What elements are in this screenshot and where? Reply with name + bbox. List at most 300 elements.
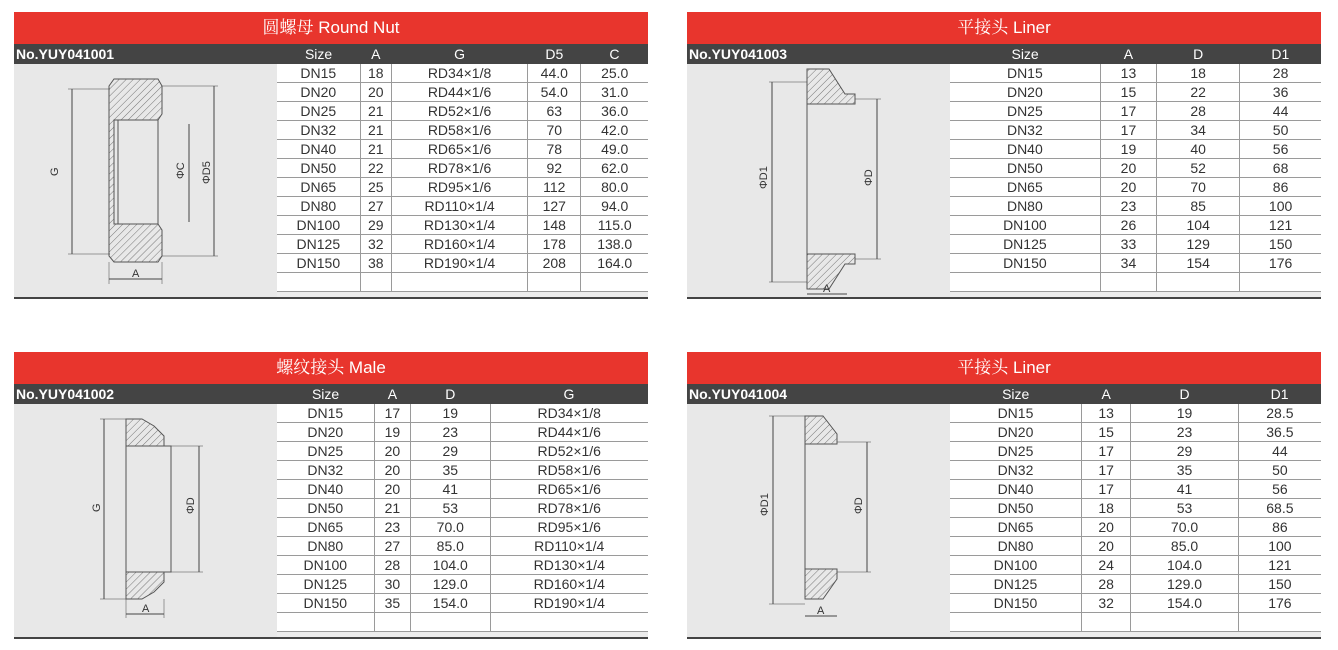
spec-table-wrap — [277, 44, 648, 297]
table-header-row — [277, 44, 648, 64]
table-cell: RD190×1/4 — [490, 594, 648, 613]
table-row — [277, 235, 648, 254]
table-cell: 129.0 — [411, 575, 490, 594]
table-row — [950, 499, 1321, 518]
table-cell: 28 — [374, 556, 411, 575]
liner-drawing — [687, 64, 950, 297]
table-cell: RD190×1/4 — [391, 254, 527, 273]
table-cell: 86 — [1238, 518, 1321, 537]
table-cell: 154 — [1157, 254, 1240, 273]
table-cell: RD52×1/6 — [490, 442, 648, 461]
table-row — [950, 140, 1321, 159]
table-row — [950, 537, 1321, 556]
table-cell: 208 — [528, 254, 581, 273]
round-nut-drawing — [14, 64, 277, 297]
table-row — [950, 423, 1321, 442]
table-cell: 20 — [374, 480, 411, 499]
table-cell: 19 — [374, 423, 411, 442]
table-cell: 17 — [1100, 121, 1156, 140]
table-cell: 17 — [1081, 442, 1130, 461]
table-cell: RD110×1/4 — [391, 197, 527, 216]
table-cell: 35 — [374, 594, 411, 613]
table-row — [277, 518, 648, 537]
table-cell: DN125 — [277, 575, 374, 594]
table-cell: 29 — [360, 216, 391, 235]
table-cell: DN80 — [950, 197, 1100, 216]
table-cell-empty — [360, 273, 391, 292]
table-cell: 31.0 — [581, 83, 648, 102]
product-code: No.YUY041003 — [689, 46, 788, 62]
table-row — [277, 537, 648, 556]
col-header: C — [609, 46, 620, 62]
table-cell: 78 — [528, 140, 581, 159]
table-row — [277, 594, 648, 613]
table-cell: DN20 — [277, 83, 360, 102]
table-cell: RD110×1/4 — [490, 537, 648, 556]
table-cell: 44 — [1240, 102, 1321, 121]
table-cell: 34 — [1157, 121, 1240, 140]
table-cell: RD34×1/8 — [391, 64, 527, 83]
table-cell: DN15 — [277, 64, 360, 83]
table-cell: 176 — [1238, 594, 1321, 613]
table-cell-empty — [581, 273, 648, 292]
liner-drawing — [687, 404, 950, 637]
table-cell: 80.0 — [581, 178, 648, 197]
table-cell: 20 — [1081, 518, 1130, 537]
table-row — [950, 121, 1321, 140]
table-cell: RD78×1/6 — [391, 159, 527, 178]
table-cell: 115.0 — [581, 216, 648, 235]
col-header: D1 — [1271, 46, 1290, 62]
dim-label-c: ΦC — [175, 162, 187, 179]
table-row — [950, 254, 1321, 273]
table-cell: 22 — [360, 159, 391, 178]
dim-label-g: G — [49, 167, 61, 176]
table-cell: RD44×1/6 — [391, 83, 527, 102]
table-cell: 154.0 — [1131, 594, 1238, 613]
dim-label-d1: ΦD1 — [759, 493, 771, 516]
table-cell-empty — [277, 273, 360, 292]
table-cell: 20 — [374, 442, 411, 461]
table-cell: 50 — [1238, 461, 1321, 480]
table-cell: DN32 — [950, 461, 1081, 480]
table-cell: 17 — [1100, 102, 1156, 121]
table-cell-empty — [374, 613, 411, 632]
table-cell: DN65 — [277, 518, 374, 537]
table-cell: 44 — [1238, 442, 1321, 461]
table-cell-empty — [528, 273, 581, 292]
table-cell: DN40 — [950, 480, 1081, 499]
table-cell: 35 — [1131, 461, 1238, 480]
table-row — [950, 64, 1321, 83]
table-row — [950, 216, 1321, 235]
spec-table — [950, 384, 1321, 632]
table-row — [950, 556, 1321, 575]
table-cell: 18 — [360, 64, 391, 83]
table-cell: 121 — [1238, 556, 1321, 575]
table-cell: 41 — [1131, 480, 1238, 499]
table-cell: RD160×1/4 — [490, 575, 648, 594]
table-header-row — [950, 384, 1321, 404]
table-row — [277, 178, 648, 197]
table-cell: DN50 — [950, 499, 1081, 518]
table-cell: 18 — [1157, 64, 1240, 83]
table-cell: 164.0 — [581, 254, 648, 273]
table-cell: 50 — [1240, 121, 1321, 140]
table-cell: 100 — [1240, 197, 1321, 216]
table-cell: 19 — [1131, 404, 1238, 423]
table-cell: DN40 — [277, 140, 360, 159]
table-row — [277, 480, 648, 499]
table-cell: DN65 — [277, 178, 360, 197]
table-cell-empty — [411, 613, 490, 632]
table-cell: 23 — [411, 423, 490, 442]
table-row-empty — [950, 273, 1321, 292]
table-row — [950, 83, 1321, 102]
table-cell: 28 — [1240, 64, 1321, 83]
table-cell: DN20 — [950, 83, 1100, 102]
table-cell: RD52×1/6 — [391, 102, 527, 121]
table-cell: 85.0 — [1131, 537, 1238, 556]
table-cell: 41 — [411, 480, 490, 499]
table-row — [277, 102, 648, 121]
spec-table — [277, 384, 648, 632]
table-cell: 129.0 — [1131, 575, 1238, 594]
table-cell: 32 — [360, 235, 391, 254]
table-cell-empty — [391, 273, 527, 292]
table-row — [950, 235, 1321, 254]
table-cell: 35 — [411, 461, 490, 480]
table-header-row — [950, 44, 1321, 64]
col-header: D1 — [1270, 386, 1289, 402]
table-cell: RD130×1/4 — [391, 216, 527, 235]
table-cell: DN15 — [950, 404, 1081, 423]
table-cell: 53 — [411, 499, 490, 518]
dim-label-a: A — [817, 605, 825, 617]
product-code: No.YUY041001 — [16, 46, 115, 62]
panel-title: 平接头 Liner — [687, 352, 1321, 384]
table-row — [277, 140, 648, 159]
panel-liner-2 — [687, 352, 1321, 639]
table-cell: 178 — [528, 235, 581, 254]
col-header: Size — [1011, 46, 1039, 62]
table-row-empty — [950, 613, 1321, 632]
table-cell: 26 — [1100, 216, 1156, 235]
table-cell-empty — [950, 613, 1081, 632]
table-cell: 38 — [360, 254, 391, 273]
table-row — [277, 121, 648, 140]
table-cell: 85.0 — [411, 537, 490, 556]
table-cell-empty — [1100, 273, 1156, 292]
male-drawing — [14, 404, 277, 637]
table-cell: 70 — [528, 121, 581, 140]
col-header: D — [1193, 46, 1204, 62]
table-cell: DN65 — [950, 178, 1100, 197]
spec-table-wrap — [950, 44, 1321, 297]
spec-table — [950, 44, 1321, 292]
table-cell: 104.0 — [411, 556, 490, 575]
table-row — [950, 197, 1321, 216]
table-cell: 27 — [360, 197, 391, 216]
table-cell: DN65 — [950, 518, 1081, 537]
table-cell: 20 — [1100, 178, 1156, 197]
table-cell: DN100 — [950, 556, 1081, 575]
dim-label-d: ΦD — [853, 497, 865, 514]
table-header-row — [277, 384, 648, 404]
panel-liner-1 — [687, 12, 1321, 299]
table-cell: 23 — [374, 518, 411, 537]
table-cell: RD130×1/4 — [490, 556, 648, 575]
table-cell: 20 — [374, 461, 411, 480]
table-cell: RD65×1/6 — [490, 480, 648, 499]
table-cell: DN32 — [950, 121, 1100, 140]
dim-label-g: G — [91, 503, 103, 512]
table-row — [950, 178, 1321, 197]
table-cell: 70 — [1157, 178, 1240, 197]
table-cell: 23 — [1131, 423, 1238, 442]
table-row — [277, 83, 648, 102]
table-cell: 42.0 — [581, 121, 648, 140]
table-cell: DN25 — [950, 442, 1081, 461]
table-cell: 29 — [1131, 442, 1238, 461]
table-cell: DN125 — [277, 235, 360, 254]
table-row — [277, 556, 648, 575]
table-row — [950, 442, 1321, 461]
table-cell: 150 — [1238, 575, 1321, 594]
table-cell: 112 — [528, 178, 581, 197]
table-cell: 21 — [374, 499, 411, 518]
col-header: G — [563, 386, 575, 402]
table-cell: 63 — [528, 102, 581, 121]
table-cell: 20 — [360, 83, 391, 102]
table-cell: 138.0 — [581, 235, 648, 254]
table-cell: 150 — [1240, 235, 1321, 254]
table-cell-empty — [277, 613, 374, 632]
table-cell: DN20 — [950, 423, 1081, 442]
table-cell: RD95×1/6 — [391, 178, 527, 197]
table-row-empty — [277, 613, 648, 632]
table-cell: DN100 — [950, 216, 1100, 235]
table-cell: 24 — [1081, 556, 1130, 575]
dim-label-a: A — [823, 283, 831, 295]
table-cell: 129 — [1157, 235, 1240, 254]
table-cell: DN150 — [950, 254, 1100, 273]
col-header: Size — [311, 386, 340, 402]
col-header: A — [371, 46, 381, 62]
table-row — [277, 159, 648, 178]
col-header: D5 — [545, 46, 564, 62]
table-row — [950, 159, 1321, 178]
table-cell-empty — [1238, 613, 1321, 632]
table-cell: 40 — [1157, 140, 1240, 159]
table-cell: 36.0 — [581, 102, 648, 121]
table-cell: 21 — [360, 102, 391, 121]
table-cell: 54.0 — [528, 83, 581, 102]
dim-label-d5: ΦD5 — [201, 161, 213, 184]
table-row — [950, 404, 1321, 423]
panel-title: 平接头 Liner — [687, 12, 1321, 44]
table-cell: 176 — [1240, 254, 1321, 273]
table-cell: 27 — [374, 537, 411, 556]
table-cell: DN32 — [277, 461, 374, 480]
panel-male — [14, 352, 648, 639]
spec-table — [277, 44, 648, 292]
panel-title: 圆螺母 Round Nut — [14, 12, 648, 44]
table-cell: DN80 — [277, 197, 360, 216]
table-cell: 23 — [1100, 197, 1156, 216]
table-cell: RD34×1/8 — [490, 404, 648, 423]
table-cell: RD160×1/4 — [391, 235, 527, 254]
table-cell-empty — [1131, 613, 1238, 632]
table-cell: DN100 — [277, 216, 360, 235]
table-cell: 121 — [1240, 216, 1321, 235]
table-cell: 18 — [1081, 499, 1130, 518]
table-cell: 22 — [1157, 83, 1240, 102]
table-cell: 21 — [360, 121, 391, 140]
table-cell: DN15 — [277, 404, 374, 423]
table-cell: 154.0 — [411, 594, 490, 613]
table-row — [277, 197, 648, 216]
panel-round-nut — [14, 12, 648, 299]
table-cell: DN20 — [277, 423, 374, 442]
table-cell: 20 — [1081, 537, 1130, 556]
col-header: Size — [304, 46, 333, 62]
table-cell: 15 — [1100, 83, 1156, 102]
table-cell: DN150 — [277, 254, 360, 273]
table-cell: 36.5 — [1238, 423, 1321, 442]
table-cell: DN125 — [950, 235, 1100, 254]
table-row — [277, 404, 648, 423]
table-cell: DN25 — [277, 442, 374, 461]
table-cell: 17 — [1081, 461, 1130, 480]
table-cell: 68 — [1240, 159, 1321, 178]
table-cell-empty — [490, 613, 648, 632]
table-row — [950, 575, 1321, 594]
table-cell-empty — [1081, 613, 1130, 632]
table-cell: 62.0 — [581, 159, 648, 178]
col-header: A — [387, 386, 398, 402]
table-row — [277, 442, 648, 461]
table-cell: 70.0 — [1131, 518, 1238, 537]
dim-label-d1: ΦD1 — [758, 166, 770, 189]
table-cell: 92 — [528, 159, 581, 178]
product-code: No.YUY041002 — [16, 386, 115, 402]
table-cell: 32 — [1081, 594, 1130, 613]
table-cell: 19 — [1100, 140, 1156, 159]
dim-label-a: A — [132, 268, 140, 280]
table-cell: 86 — [1240, 178, 1321, 197]
table-cell: 104 — [1157, 216, 1240, 235]
table-cell: DN50 — [277, 499, 374, 518]
table-cell-empty — [1240, 273, 1321, 292]
table-cell: 15 — [1081, 423, 1130, 442]
spec-table-wrap — [950, 384, 1321, 637]
table-cell: 127 — [528, 197, 581, 216]
table-cell: 20 — [1100, 159, 1156, 178]
table-row — [950, 594, 1321, 613]
table-cell: 56 — [1240, 140, 1321, 159]
table-row — [277, 499, 648, 518]
table-cell: 70.0 — [411, 518, 490, 537]
table-cell: 44.0 — [528, 64, 581, 83]
table-cell: DN80 — [277, 537, 374, 556]
table-cell: 13 — [1081, 404, 1130, 423]
table-cell: 85 — [1157, 197, 1240, 216]
col-header: D — [445, 386, 456, 402]
table-cell: 52 — [1157, 159, 1240, 178]
table-cell: 68.5 — [1238, 499, 1321, 518]
table-cell: DN125 — [950, 575, 1081, 594]
table-cell: 28 — [1081, 575, 1130, 594]
table-cell: DN25 — [950, 102, 1100, 121]
table-cell: 19 — [411, 404, 490, 423]
table-cell: DN25 — [277, 102, 360, 121]
dim-label-a: A — [142, 603, 150, 615]
table-cell: DN32 — [277, 121, 360, 140]
table-cell: DN40 — [277, 480, 374, 499]
table-cell: RD58×1/6 — [391, 121, 527, 140]
table-row — [277, 575, 648, 594]
table-cell: DN80 — [950, 537, 1081, 556]
table-cell: 28 — [1157, 102, 1240, 121]
table-cell: RD58×1/6 — [490, 461, 648, 480]
table-cell: 53 — [1131, 499, 1238, 518]
table-cell: DN150 — [950, 594, 1081, 613]
col-header: A — [1101, 386, 1111, 402]
col-header: D — [1179, 386, 1190, 402]
table-cell: 49.0 — [581, 140, 648, 159]
table-cell: 33 — [1100, 235, 1156, 254]
dim-label-d: ΦD — [185, 497, 197, 514]
table-cell: 104.0 — [1131, 556, 1238, 575]
table-cell-empty — [950, 273, 1100, 292]
table-row — [277, 254, 648, 273]
table-cell: 17 — [374, 404, 411, 423]
panel-title: 螺纹接头 Male — [14, 352, 648, 384]
table-cell-empty — [1157, 273, 1240, 292]
table-cell: RD65×1/6 — [391, 140, 527, 159]
table-cell: DN150 — [277, 594, 374, 613]
table-row-empty — [277, 273, 648, 292]
table-row — [277, 423, 648, 442]
table-cell: RD95×1/6 — [490, 518, 648, 537]
dim-label-d: ΦD — [863, 169, 875, 186]
table-cell: 13 — [1100, 64, 1156, 83]
table-row — [950, 480, 1321, 499]
table-cell: DN50 — [277, 159, 360, 178]
col-header: Size — [1002, 386, 1030, 402]
table-cell: RD44×1/6 — [490, 423, 648, 442]
table-cell: 29 — [411, 442, 490, 461]
col-header: A — [1123, 46, 1134, 62]
table-cell: 34 — [1100, 254, 1156, 273]
table-row — [277, 461, 648, 480]
table-cell: 100 — [1238, 537, 1321, 556]
table-cell: 148 — [528, 216, 581, 235]
table-cell: 94.0 — [581, 197, 648, 216]
table-cell: 25 — [360, 178, 391, 197]
table-cell: 36 — [1240, 83, 1321, 102]
spec-table-wrap — [277, 384, 648, 637]
table-cell: 30 — [374, 575, 411, 594]
table-cell: 28.5 — [1238, 404, 1321, 423]
table-cell: DN50 — [950, 159, 1100, 178]
table-cell: DN100 — [277, 556, 374, 575]
table-row — [277, 64, 648, 83]
table-row — [950, 518, 1321, 537]
table-row — [950, 461, 1321, 480]
col-header: G — [454, 46, 465, 62]
